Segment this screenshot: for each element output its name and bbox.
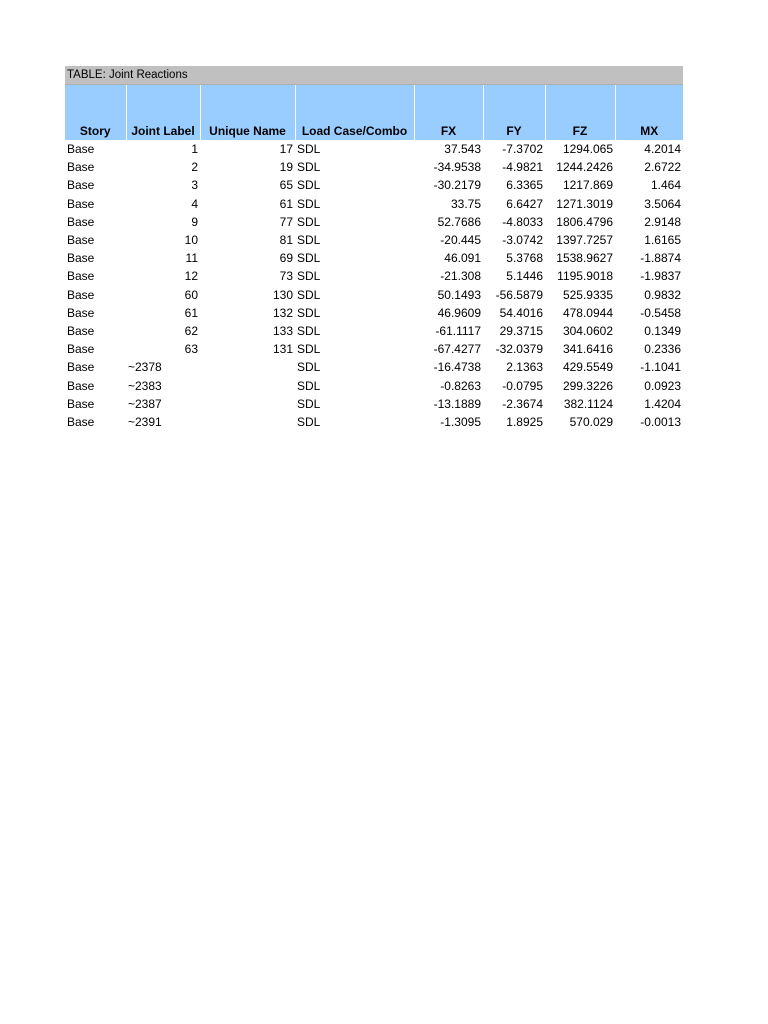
cell-load-case: SDL: [297, 251, 321, 266]
cell-load-case: SDL: [297, 233, 321, 248]
header-mx: MX: [615, 85, 683, 140]
cell-mx: 0.0923: [644, 378, 681, 393]
cell-fz: 1806.4796: [556, 214, 613, 229]
table-row: [65, 267, 683, 285]
table-row: [65, 249, 683, 267]
cell-load-case: SDL: [297, 323, 321, 338]
cell-fx: -13.1889: [433, 396, 481, 411]
table-row: [65, 286, 683, 304]
cell-fy: -7.3702: [502, 142, 543, 157]
table-row: [65, 376, 683, 394]
cell-story: Base: [67, 360, 95, 375]
cell-load-case: SDL: [297, 142, 321, 157]
table-row: [65, 195, 683, 213]
cell-fz: 1217.869: [562, 178, 613, 193]
cell-load-case: SDL: [297, 342, 321, 357]
cell-load-case: SDL: [297, 160, 321, 175]
cell-fx: -67.4277: [433, 342, 481, 357]
cell-mx: -1.1041: [640, 360, 681, 375]
cell-fx: -30.2179: [433, 178, 481, 193]
cell-fx: -20.445: [440, 233, 481, 248]
cell-load-case: SDL: [297, 378, 321, 393]
cell-fz: 1195.9018: [557, 269, 613, 284]
cell-fz: 525.9335: [562, 287, 613, 302]
cell-fx: -16.4738: [433, 360, 481, 375]
cell-fy: 6.6427: [506, 196, 543, 211]
cell-joint-label: 3: [191, 178, 198, 193]
cell-unique-name: 17: [279, 142, 293, 157]
cell-load-case: SDL: [297, 287, 321, 302]
cell-mx: 1.6165: [644, 233, 681, 248]
cell-mx: -1.8874: [640, 251, 681, 266]
cell-story: Base: [67, 142, 95, 157]
spreadsheet-table: [65, 66, 683, 431]
header-row: [65, 85, 683, 140]
cell-load-case: SDL: [297, 178, 321, 193]
cell-joint-label: 9: [191, 214, 198, 229]
table-row: [65, 176, 683, 194]
table-title: TABLE: Joint Reactions: [65, 66, 683, 85]
cell-fz: 429.5549: [562, 360, 613, 375]
cell-story: Base: [67, 396, 95, 411]
cell-fz: 341.6416: [562, 342, 613, 357]
cell-unique-name: 61: [279, 196, 293, 211]
table-row: [65, 231, 683, 249]
cell-fz: 478.0944: [562, 305, 613, 320]
cell-fy: 29.3715: [499, 323, 543, 338]
cell-fx: 46.091: [444, 251, 481, 266]
cell-joint-label: ~2378: [128, 360, 162, 375]
cell-unique-name: 69: [279, 251, 293, 266]
cell-load-case: SDL: [297, 414, 321, 429]
cell-fz: 1397.7257: [556, 233, 613, 248]
cell-mx: -0.5458: [640, 305, 681, 320]
cell-fz: 570.029: [569, 414, 613, 429]
cell-fz: 1244.2426: [556, 160, 613, 175]
cell-joint-label: ~2383: [128, 378, 162, 393]
cell-fx: 33.75: [450, 196, 481, 211]
cell-fy: 5.3768: [506, 251, 543, 266]
cell-load-case: SDL: [297, 396, 321, 411]
cell-fx: -34.9538: [433, 160, 481, 175]
cell-unique-name: 81: [279, 233, 293, 248]
cell-story: Base: [67, 287, 95, 302]
table-row: [65, 158, 683, 176]
cell-load-case: SDL: [297, 269, 321, 284]
cell-mx: 0.1349: [644, 323, 681, 338]
cell-fz: 1271.3019: [556, 196, 613, 211]
header-joint-label: Joint Label: [126, 85, 200, 140]
cell-joint-label: 11: [185, 251, 198, 266]
cell-fy: -2.3674: [502, 396, 543, 411]
cell-fz: 1294.065: [562, 142, 613, 157]
cell-fz: 382.1124: [563, 396, 613, 411]
cell-mx: 0.9832: [644, 287, 681, 302]
cell-unique-name: 73: [279, 269, 293, 284]
cell-story: Base: [67, 196, 95, 211]
cell-fz: 1538.9627: [556, 251, 613, 266]
table-row: [65, 322, 683, 340]
cell-fy: 54.4016: [499, 305, 543, 320]
cell-fx: 46.9609: [437, 305, 481, 320]
cell-mx: 3.5064: [644, 196, 681, 211]
header-fx: FX: [414, 85, 483, 140]
header-fy: FY: [483, 85, 545, 140]
cell-mx: 2.9148: [644, 214, 681, 229]
cell-unique-name: 130: [272, 287, 293, 302]
cell-joint-label: ~2387: [128, 396, 162, 411]
cell-fy: 1.8925: [506, 414, 543, 429]
cell-story: Base: [67, 342, 95, 357]
cell-joint-label: 1: [191, 142, 198, 157]
cell-fx: -21.308: [440, 269, 481, 284]
cell-joint-label: 63: [184, 342, 198, 357]
cell-mx: 1.464: [650, 178, 681, 193]
cell-story: Base: [67, 378, 95, 393]
cell-load-case: SDL: [297, 196, 321, 211]
cell-fy: -3.0742: [502, 233, 543, 248]
cell-unique-name: 77: [279, 214, 293, 229]
joint-reactions-table: [65, 85, 683, 431]
cell-unique-name: [200, 376, 295, 394]
cell-fx: 52.7686: [437, 214, 481, 229]
cell-unique-name: [200, 395, 295, 413]
cell-fx: 50.1493: [437, 287, 481, 302]
cell-story: Base: [67, 233, 95, 248]
header-unique-name: Unique Name: [200, 85, 295, 140]
cell-joint-label: 2: [191, 160, 198, 175]
cell-story: Base: [67, 251, 95, 266]
cell-joint-label: 61: [184, 305, 198, 320]
cell-fy: -4.8033: [502, 214, 543, 229]
cell-fx: -0.8263: [440, 378, 481, 393]
cell-unique-name: 65: [279, 178, 293, 193]
table-row: [65, 358, 683, 376]
table-row: [65, 395, 683, 413]
cell-fx: -1.3095: [440, 414, 481, 429]
cell-joint-label: 60: [184, 287, 198, 302]
cell-mx: 2.6722: [644, 160, 681, 175]
table-row: [65, 413, 683, 431]
table-row: [65, 213, 683, 231]
cell-fy: -56.5879: [495, 287, 543, 302]
cell-fy: -32.0379: [495, 342, 543, 357]
cell-load-case: SDL: [297, 214, 321, 229]
cell-fz: 304.0602: [562, 323, 613, 338]
cell-mx: -0.0013: [640, 414, 681, 429]
cell-mx: 0.2336: [644, 342, 681, 357]
cell-fx: 37.543: [444, 142, 481, 157]
cell-story: Base: [67, 323, 95, 338]
cell-fy: 2.1363: [506, 360, 543, 375]
cell-unique-name: [200, 358, 295, 376]
table-row: [65, 140, 683, 158]
header-story: Story: [65, 85, 126, 140]
cell-unique-name: 131: [272, 342, 293, 357]
cell-story: Base: [67, 269, 95, 284]
header-fz: FZ: [545, 85, 615, 140]
cell-joint-label: 12: [184, 269, 198, 284]
cell-story: Base: [67, 305, 95, 320]
cell-unique-name: 132: [272, 305, 293, 320]
cell-joint-label: 10: [184, 233, 198, 248]
cell-mx: 4.2014: [644, 142, 681, 157]
cell-load-case: SDL: [297, 305, 321, 320]
cell-unique-name: 133: [272, 323, 293, 338]
cell-story: Base: [67, 160, 95, 175]
cell-fy: -0.0795: [502, 378, 543, 393]
cell-joint-label: ~2391: [128, 414, 162, 429]
cell-load-case: SDL: [297, 360, 321, 375]
header-load-case: Load Case/Combo: [295, 85, 414, 140]
cell-fz: 299.3226: [562, 378, 613, 393]
cell-unique-name: [200, 413, 295, 431]
cell-fx: -61.1117: [435, 323, 481, 338]
cell-story: Base: [67, 414, 95, 429]
cell-story: Base: [67, 178, 95, 193]
cell-fy: 6.3365: [506, 178, 543, 193]
cell-story: Base: [67, 214, 95, 229]
cell-joint-label: 4: [191, 196, 198, 211]
table-row: [65, 304, 683, 322]
cell-unique-name: 19: [279, 160, 293, 175]
cell-fy: 5.1446: [506, 269, 543, 284]
cell-mx: 1.4204: [644, 396, 681, 411]
cell-mx: -1.9837: [640, 269, 681, 284]
cell-joint-label: 62: [184, 323, 198, 338]
cell-fy: -4.9821: [502, 160, 543, 175]
table-row: [65, 340, 683, 358]
